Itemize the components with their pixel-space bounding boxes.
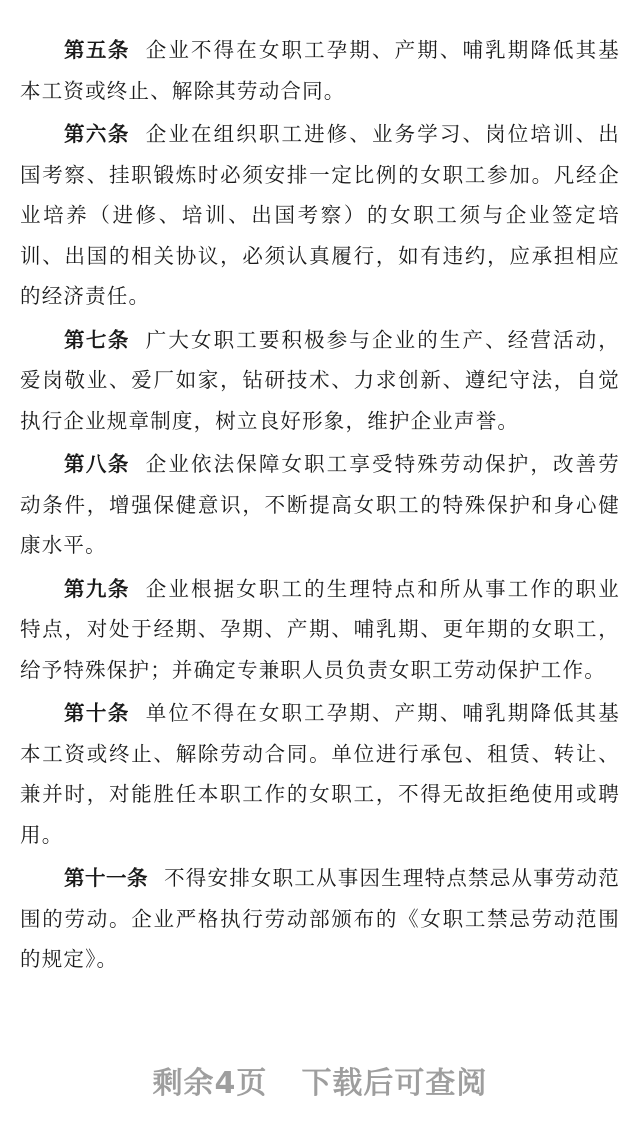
article-6 xyxy=(20,114,620,317)
document-body xyxy=(20,30,620,983)
article-text: 企业不得在女职工孕期、产期、哺乳期降低其基本工资或终止、解除其劳动合同。 xyxy=(20,38,620,103)
article-9 xyxy=(20,569,620,691)
article-text: 企业根据女职工的生理特点和所从事工作的职业特点，对处于经期、孕期、产期、哺乳期、更年期的女职工，给予特殊保护；并确定专兼职人员负责女职工劳动保护工作。 xyxy=(20,576,620,682)
article-7 xyxy=(20,320,620,442)
article-11 xyxy=(20,858,620,980)
article-8 xyxy=(20,444,620,566)
article-text: 不得安排女职工从事因生理特点禁忌从事劳动范围的劳动。企业严格执行劳动部颁布的《女职工禁忌劳动范围的规定》。 xyxy=(20,866,621,971)
article-text: 企业依法保障女职工享受特殊劳动保护，改善劳动条件，增强保健意识，不断提高女职工的特殊保护和身心健康水平。 xyxy=(20,452,620,557)
remaining-pages-label: 剩余4页 xyxy=(152,1066,268,1101)
article-number: 第七条 xyxy=(64,327,130,352)
article-number: 第八条 xyxy=(64,452,130,476)
article-number: 第九条 xyxy=(64,576,130,601)
download-to-view-label: 下载后可查阅 xyxy=(301,1066,488,1101)
article-text: 广大女职工要积极参与企业的生产、经营活动，爱岗敬业、爱厂如家，钻研技术、力求创新、遵纪守法，自觉执行企业规章制度，树立良好形象，维护企业声誉。 xyxy=(20,327,620,433)
download-prompt[interactable] xyxy=(0,1062,640,1106)
article-5 xyxy=(20,30,620,111)
article-text: 企业在组织职工进修、业务学习、岗位培训、出国考察、挂职锻炼时必须安排一定比例的女职工参加。凡经企业培养（进修、培训、出国考察）的女职工须与企业签定培训、出国的相关协议，必须认真履行，如有违约，应承担相应的经济责任。 xyxy=(20,122,620,308)
article-number: 第六条 xyxy=(64,122,130,146)
article-number: 第五条 xyxy=(64,38,130,62)
article-number: 第十条 xyxy=(64,701,130,725)
article-number: 第十一条 xyxy=(64,866,149,890)
article-text: 单位不得在女职工孕期、产期、哺乳期降低其基本工资或终止、解除劳动合同。单位进行承包、租赁、转让、兼并时，对能胜任本职工作的女职工，不得无故拒绝使用或聘用。 xyxy=(20,701,620,847)
article-10 xyxy=(20,693,620,855)
